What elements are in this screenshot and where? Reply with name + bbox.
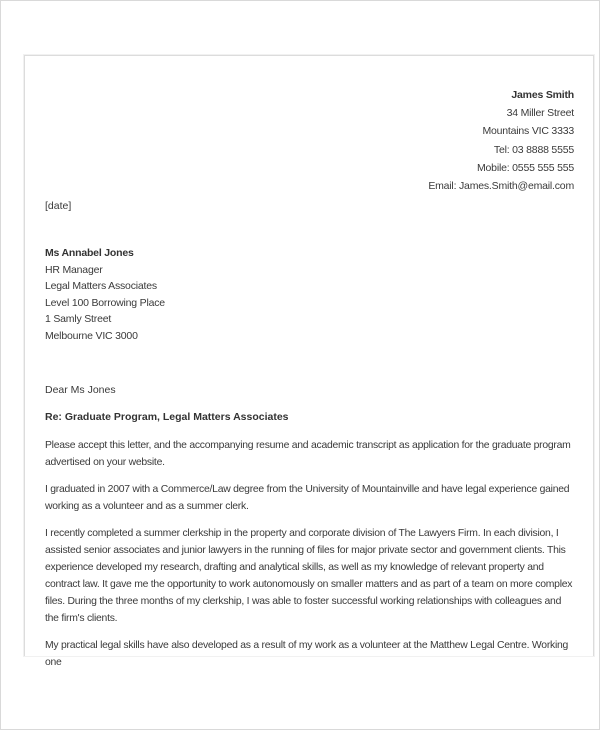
sender-email: Email: James.Smith@email.com	[428, 180, 574, 193]
letter-date: [date]	[45, 200, 72, 212]
recipient-address-line1: Level 100 Borrowing Place	[45, 296, 165, 309]
recipient-title: HR Manager	[45, 263, 103, 276]
body-paragraph: Please accept this letter, and the accompanying resume and academic transcript as application for the graduate program advertised on your website.	[45, 440, 571, 468]
body-paragraph: I graduated in 2007 with a Commerce/Law degree from the University of Mountainville and have legal experience gained working as a volunteer and as a summer clerk.	[45, 484, 570, 512]
recipient-name: Ms Annabel Jones	[45, 247, 134, 259]
subject-line: Re: Graduate Program, Legal Matters Associates	[45, 411, 289, 423]
recipient-address-block	[45, 245, 165, 345]
sender-tel: Tel: 03 8888 5555	[493, 143, 574, 156]
sender-street: 34 Miller Street	[506, 107, 574, 120]
letter-page	[24, 55, 594, 668]
recipient-company: Legal Matters Associates	[45, 280, 157, 293]
sender-city: Mountains VIC 3333	[482, 125, 574, 138]
body-paragraph: My practical legal skills have also developed as a result of my work as a volunteer at the Matthew Legal Centre. Working one	[45, 640, 569, 668]
sender-name: James Smith	[511, 89, 574, 101]
recipient-city: Melbourne VIC 3000	[45, 329, 138, 342]
sender-address-block	[428, 86, 574, 195]
recipient-address-line2: 1 Samly Street	[45, 313, 112, 326]
letter-body	[45, 437, 575, 681]
body-paragraph: I recently completed a summer clerkship in the property and corporate division of The Lawyers Firm. In each division, I assisted senior associates and junior lawyers in the running of files for major private sector and government clients. This experience developed my research, drafting and analytical skills, as well as my knowledge of relevant property and contract law. It gave me the opportunity to work autonomously on smaller matters and as part of a team on more complex files. During the three months of my clerkship, I was able to foster successful working relationships with colleagues and the firm's clients.	[45, 528, 573, 624]
salutation: Dear Ms Jones	[45, 384, 116, 396]
sender-mobile: Mobile: 0555 555 555	[477, 161, 574, 174]
